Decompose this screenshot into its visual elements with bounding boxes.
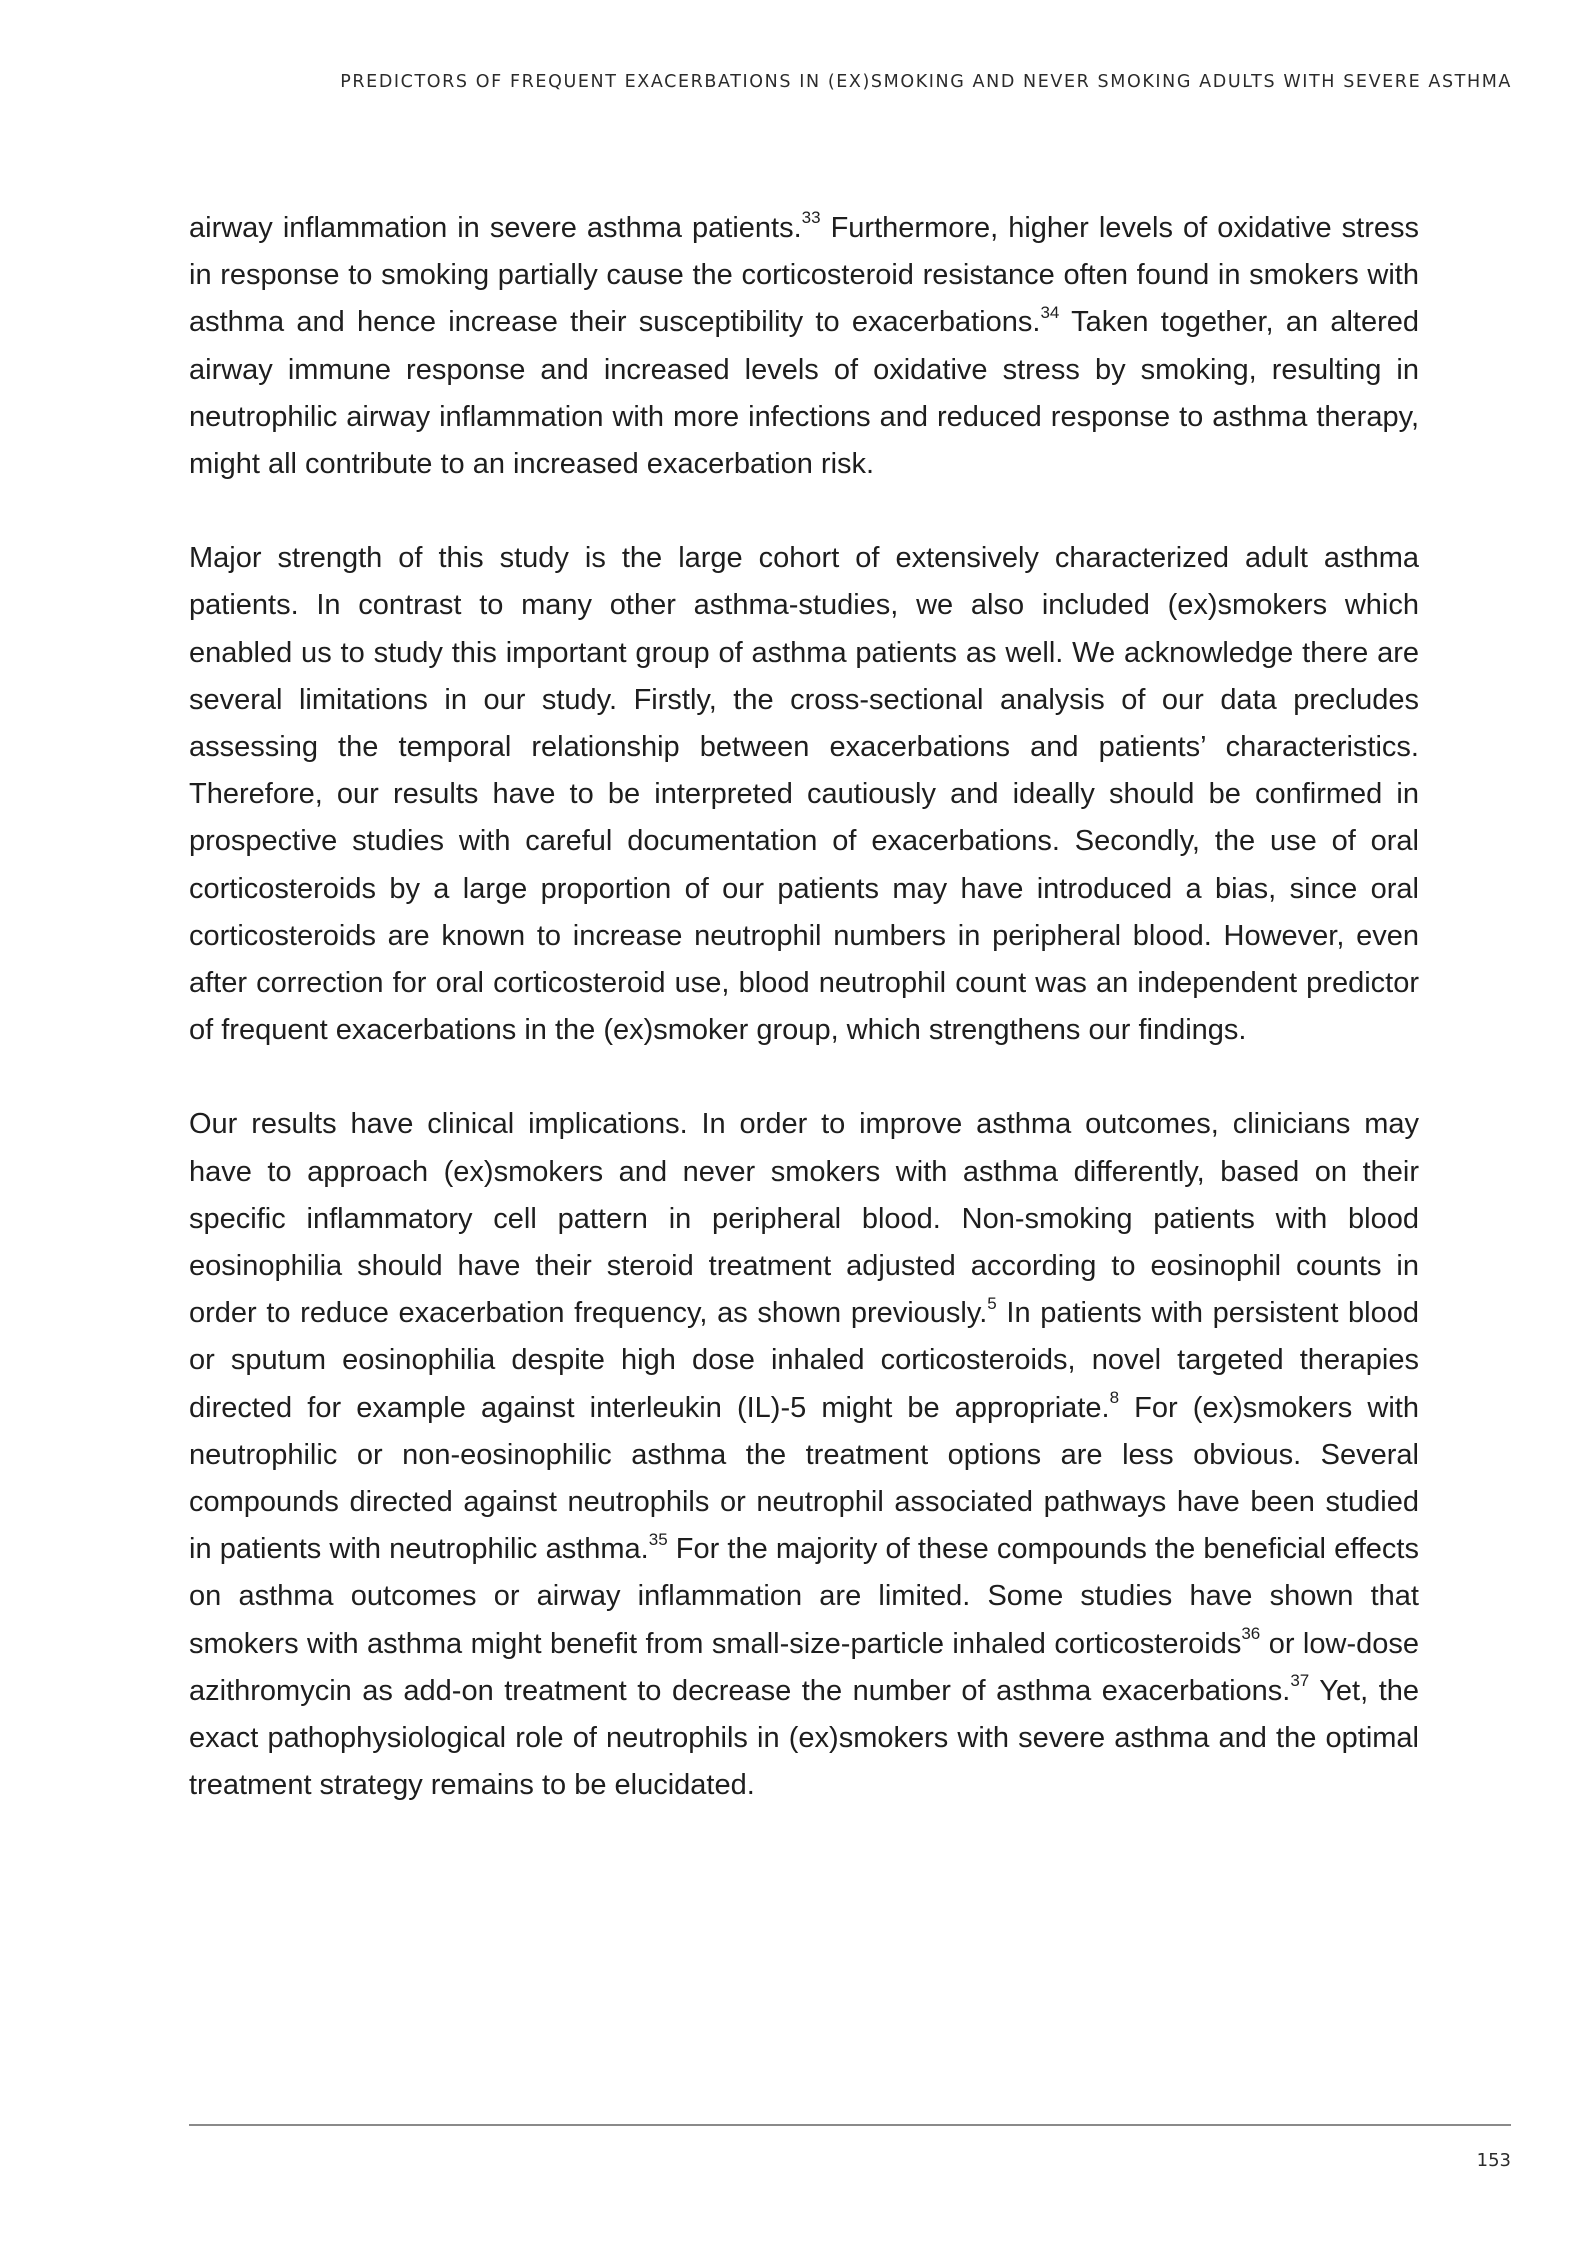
text-segment: Major strength of this study is the large cohort of extensively characterized adult asthma patients. In contrast to many other asthma-studies, we also included (ex)smokers which enabled us to study this important group of asthma patients as well. We acknowledge there are several limitations in our study. Firstly, the cross-sectional analysis of our data precludes assessing the temporal relationship between exacerbations and patients’ characteristics. Therefore, our results have to be interpreted cautiously and ideally should be confirmed in prospective studies with careful documentation of exacerbations. Secondly, the use of oral corticosteroids by a large proportion of our patients may have introduced a bias, since oral corticosteroids are known to increase neutrophil numbers in peripheral blood. However, even after correction for oral corticosteroid use, blood neutrophil count was an independent predictor of frequent exacerbations in the (ex)smoker group, which strengthens our findings. bbox=[189, 542, 1419, 1047]
text-segment: In patients with persistent blood or sputum eosinophilia despite high dose inhaled corticosteroids, novel targeted therapies directed for example against interleukin (IL)-5 might be appropriate. bbox=[189, 1297, 1419, 1424]
citation-superscript: 35 bbox=[648, 1529, 668, 1549]
citation-superscript: 36 bbox=[1241, 1624, 1261, 1644]
text-segment: For the majority of these compounds the beneficial effects on asthma outcomes or airway inflammation are limited. Some studies have shown that smokers with asthma might benefit from small-size-particle inhaled corticosteroids bbox=[189, 1533, 1419, 1660]
text-segment: Our results have clinical implications. In order to improve asthma outcomes, clinicians may have to approach (ex)smokers and never smokers with asthma differently, based on their specific inflammatory cell pattern in peripheral blood. Non-smoking patients with blood eosinophilia should have their steroid treatment adjusted according to eosinophil counts in order to reduce exacerbation frequency, as shown previously. bbox=[189, 1108, 1419, 1330]
running-header: PREDICTORS OF FREQUENT EXACERBATIONS IN (EX)SMOKING AND NEVER SMOKING ADULTS WITH SEVERE ASTHMA bbox=[340, 72, 1512, 92]
citation-superscript: 8 bbox=[1109, 1388, 1120, 1408]
paragraph-1 bbox=[189, 205, 1419, 488]
paragraph-2 bbox=[189, 535, 1419, 1054]
text-segment: Taken together, an altered airway immune response and increased levels of oxidative stress by smoking, resulting in neutrophilic airway inflammation with more infections and reduced response to asthma therapy, might all contribute to an increased exacerbation risk. bbox=[189, 306, 1419, 481]
page-number: 153 bbox=[1476, 2150, 1511, 2171]
text-segment: Yet, the exact pathophysiological role of neutrophils in (ex)smokers with severe asthma and the optimal treatment strategy remains to be elucidated. bbox=[189, 1674, 1420, 1802]
text-segment: airway inflammation in severe asthma patients. bbox=[189, 212, 802, 244]
footer-rule bbox=[189, 2124, 1511, 2126]
text-segment: or low-dose azithromycin as add-on treatment to decrease the number of asthma exacerbations. bbox=[189, 1627, 1419, 1707]
citation-superscript: 5 bbox=[987, 1293, 997, 1313]
text-segment: For (ex)smokers with neutrophilic or non-eosinophilic asthma the treatment options are less obvious. Several compounds directed against neutrophils or neutrophil associated pathways have been studied in patients with neutrophilic asthma. bbox=[189, 1391, 1419, 1566]
citation-superscript: 33 bbox=[801, 208, 821, 228]
citation-superscript: 34 bbox=[1040, 302, 1060, 322]
citation-superscript: 37 bbox=[1290, 1671, 1310, 1691]
text-segment: Furthermore, higher levels of oxidative stress in response to smoking partially cause the corticosteroid resistance often found in smokers with asthma and hence increase their susceptibility to exacerbations. bbox=[189, 212, 1420, 339]
paragraph-3 bbox=[189, 1101, 1419, 1809]
body-text bbox=[189, 205, 1419, 1857]
